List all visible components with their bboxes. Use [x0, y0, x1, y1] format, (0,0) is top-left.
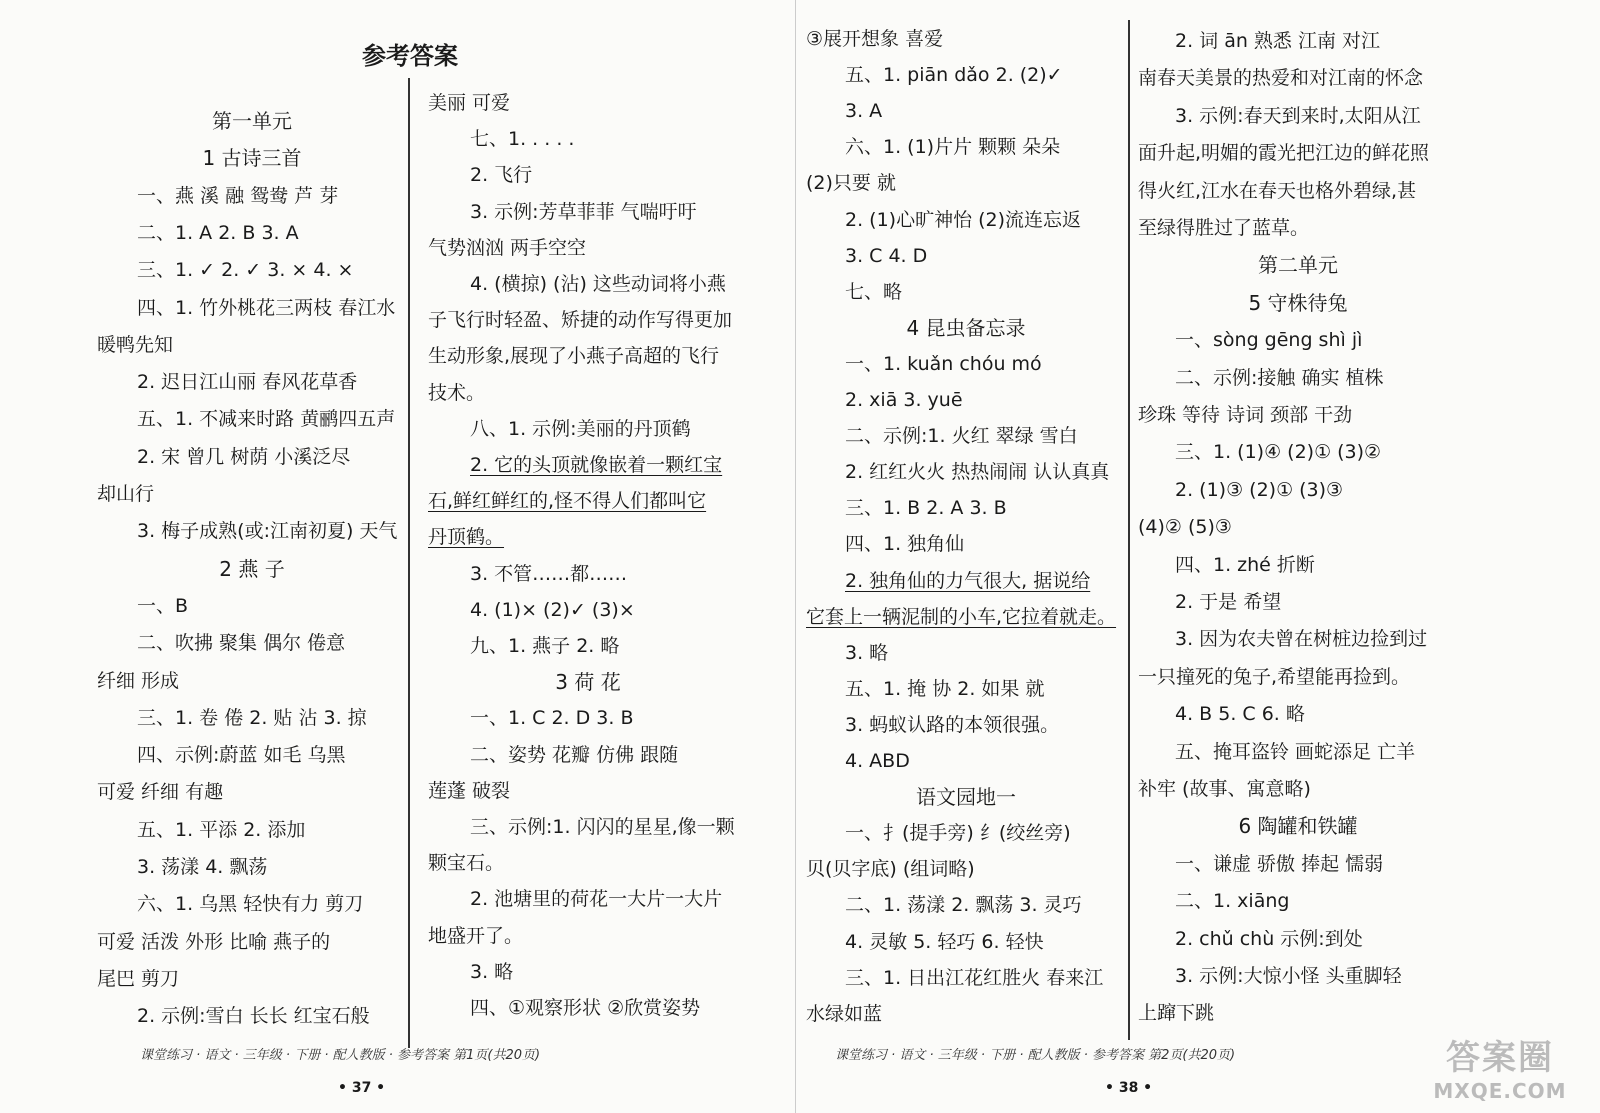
answer-line: 2. 宋 曾几 树荫 小溪泛尽	[137, 445, 351, 468]
answer-line: 3 荷 花	[555, 670, 621, 695]
answer-line: 2. (1)③ (2)① (3)③	[1175, 478, 1344, 501]
answer-line: 1 古诗三首	[202, 146, 302, 171]
answer-line: 四、1. 竹外桃花三两枝 春江水	[137, 296, 396, 319]
answer-line: 4. (1)× (2)✓ (3)×	[470, 598, 635, 621]
answer-line: 2. 独角仙的力气很大, 据说给	[845, 569, 1091, 592]
answer-line: 水绿如蓝	[806, 1002, 883, 1025]
answer-line: 四、1. 独角仙	[845, 533, 965, 556]
answer-line: 三、1. (1)④ (2)① (3)②	[1175, 441, 1382, 464]
answer-line: 七、1. . . . .	[470, 128, 575, 151]
answer-line: 3. 不管……都……	[470, 562, 628, 585]
page-footer: 课堂练习 · 语文 · 三年级 · 下册 · 配人教版 · 参考答案 第2页(共20页)	[835, 1048, 1236, 1063]
answer-line: 一、B	[137, 594, 189, 617]
answer-line: 2. chǔ chù 示例:到处	[1175, 927, 1363, 950]
answer-line: 五、1. 掩 协 2. 如果 就	[845, 677, 1045, 700]
answer-line: 2. 红红火火 热热闹闹 认认真真	[845, 461, 1110, 484]
answer-line: 语文园地一	[916, 785, 1016, 810]
answer-line: 六、1. 乌黑 轻快有力 剪刀	[137, 893, 364, 916]
answer-line: 二、1. xiāng	[1175, 890, 1290, 913]
answer-line: 可爱 纤细 有趣	[97, 781, 224, 804]
answer-line: 六、1. (1)片片 颗颗 朵朵	[845, 136, 1061, 159]
answer-line: 纤细 形成	[97, 669, 180, 692]
answer-line: 它套上一辆泥制的小车,它拉着就走。	[806, 605, 1117, 628]
answer-line: 3. 示例:芳草菲菲 气喘吁吁	[470, 200, 697, 223]
answer-line: 6 陶罐和铁罐	[1238, 814, 1358, 839]
answer-line: 2. (1)心旷神怡 (2)流连忘返	[845, 208, 1082, 231]
answer-line: 补牢 (故事、寓意略)	[1138, 778, 1311, 800]
answer-line: 5 守株待兔	[1248, 290, 1348, 315]
page-title: 参考答案	[362, 42, 458, 70]
answer-line: 二、姿势 花瓣 仿佛 跟随	[470, 743, 679, 766]
answer-line: 五、1. piān dǎo 2. (2)✓	[845, 64, 1063, 87]
answer-line: 一、谦虚 骄傲 捧起 懦弱	[1175, 852, 1384, 875]
column-divider	[1128, 20, 1130, 1040]
answer-line: 丹顶鹤。	[428, 526, 505, 549]
answer-line: 2. 它的头顶就像嵌着一颗红宝	[470, 454, 723, 476]
answer-line: 美丽 可爱	[428, 92, 511, 114]
answer-line: 二、示例:1. 火红 翠绿 雪白	[845, 425, 1078, 448]
page-gutter	[795, 0, 796, 1113]
answer-line: 五、掩耳盗铃 画蛇添足 亡羊	[1175, 740, 1416, 763]
watermark-title: 答案圈	[1446, 1038, 1554, 1078]
answer-line: 贝(贝字底) (组词略)	[806, 858, 975, 881]
answer-line: 第二单元	[1258, 253, 1338, 278]
answer-line: 3. 略	[470, 960, 514, 983]
answer-line: 2. 池塘里的荷花一大片一大片	[470, 888, 723, 911]
answer-line: 四、示例:蔚蓝 如毛 乌黑	[137, 744, 346, 767]
answer-line: 3. C 4. D	[845, 244, 928, 267]
answer-line: 3. 示例:大惊小怪 头重脚轻	[1175, 965, 1402, 987]
answer-line: 颗宝石。	[428, 852, 505, 875]
answer-line: 2. 迟日江山丽 春风花草香	[137, 371, 358, 394]
answer-line: 2 燕 子	[219, 556, 285, 581]
answer-line: 二、1. A 2. B 3. A	[137, 221, 299, 244]
answer-line: 3. 蚂蚁认路的本领很强。	[845, 713, 1060, 736]
answer-line: 3. 梅子成熟(或:江南初夏) 天气	[137, 520, 398, 543]
answer-line: 一、1. C 2. D 3. B	[470, 707, 634, 730]
answer-line: 却山行	[97, 483, 155, 505]
answer-line: 三、1. 日出江花红胜火 春来江	[845, 966, 1104, 989]
answer-line: 上蹿下跳	[1138, 1002, 1215, 1025]
answer-line: 五、1. 不减来时路 黄鹂四五声	[137, 408, 396, 431]
answer-line: 2. 于是 希望	[1175, 591, 1282, 613]
answer-line: 4. (横掠) (沾) 这些动词将小燕	[470, 273, 726, 295]
answer-line: 二、示例:接触 确实 植株	[1175, 366, 1384, 389]
answer-line: 珍珠 等待 诗词 颈部 干劲	[1138, 404, 1353, 426]
page-footer: 课堂练习 · 语文 · 三年级 · 下册 · 配人教版 · 参考答案 第1页(共20页)	[140, 1048, 541, 1063]
answer-line: 石,鲜红鲜红的,怪不得人们都叫它	[428, 490, 707, 513]
answer-line: 至绿得胜过了蓝草。	[1138, 217, 1310, 239]
watermark-logo	[1415, 1030, 1585, 1110]
answer-line: 3. 示例:春天到来时,太阳从江	[1175, 104, 1421, 127]
answer-line: 生动形象,展现了小燕子高超的飞行	[428, 345, 720, 368]
answer-line: 4. ABD	[845, 750, 910, 772]
answer-line: 3. 略	[845, 641, 889, 664]
answer-line: 四、1. zhé 折断	[1175, 553, 1315, 576]
answer-line: 面升起,明媚的霞光把江边的鲜花照	[1138, 142, 1430, 165]
page-number: • 37 •	[338, 1080, 386, 1096]
answer-line: 4. 灵敏 5. 轻巧 6. 轻快	[845, 930, 1044, 953]
answer-line: 三、1. ✓ 2. ✓ 3. × 4. ×	[137, 259, 354, 282]
answer-line: 4 昆虫备忘录	[906, 315, 1026, 340]
answer-line: (4)② (5)③	[1138, 516, 1232, 539]
answer-line: 一、燕 溪 融 鸳鸯 芦 芽	[137, 184, 339, 207]
answer-line: 八、1. 示例:美丽的丹顶鹤	[470, 417, 691, 440]
answer-line: 二、吹拂 聚集 偶尔 倦意	[137, 632, 346, 655]
answer-line: 地盛开了。	[428, 924, 524, 947]
watermark-url: MXQE.COM	[1433, 1079, 1567, 1103]
answer-line: 一、sòng gēng shì jì	[1175, 329, 1363, 352]
answer-line: 九、1. 燕子 2. 略	[470, 635, 620, 657]
answer-line: 三、1. B 2. A 3. B	[845, 497, 1007, 520]
answer-line: 可爱 活泼 外形 比喻 燕子的	[97, 930, 331, 953]
answer-line: 暖鸭先知	[97, 333, 174, 356]
answer-line: 3. 荡漾 4. 飘荡	[137, 856, 268, 878]
answer-line: 2. 示例:雪白 长长 红宝石般	[137, 1005, 370, 1028]
answer-line: 得火红,江水在春天也格外碧绿,甚	[1138, 179, 1417, 202]
answer-line: 子飞行时轻盈、矫捷的动作写得更加	[428, 309, 733, 332]
answer-line: 尾巴 剪刀	[97, 967, 180, 990]
answer-line: 七、略	[845, 280, 903, 303]
answer-line: 4. B 5. C 6. 略	[1175, 703, 1305, 726]
answer-line: 技术。	[428, 381, 486, 404]
answer-line: 三、1. 卷 倦 2. 贴 沾 3. 掠	[137, 706, 367, 729]
answer-line: 南春天美景的热爱和对江南的怀念	[1138, 67, 1424, 90]
answer-line: 气势汹汹 两手空空	[428, 236, 587, 259]
answer-line: 2. 飞行	[470, 164, 533, 187]
answer-line: 第一单元	[212, 109, 292, 133]
answer-line: 一、1. kuǎn chóu mó	[845, 352, 1042, 375]
answer-line: 2. 词 ān 熟悉 江南 对江	[1175, 30, 1381, 52]
answer-line: 二、1. 荡漾 2. 飘荡 3. 灵巧	[845, 894, 1082, 917]
answer-line: (2)只要 就	[806, 172, 896, 195]
answer-line: 3. 因为农夫曾在树桩边捡到过	[1175, 628, 1428, 651]
column-divider	[408, 78, 410, 1048]
answer-line: 一、扌(提手旁) 纟(绞丝旁)	[845, 822, 1071, 845]
answer-line: 莲蓬 破裂	[428, 779, 511, 802]
answer-line: 五、1. 平添 2. 添加	[137, 818, 306, 841]
answer-line: 3. A	[845, 100, 883, 123]
answer-line: 一只撞死的兔子,希望能再捡到。	[1138, 665, 1411, 688]
answer-line: 2. xiā 3. yuē	[845, 389, 963, 411]
answer-line: 三、示例:1. 闪闪的星星,像一颗	[470, 816, 735, 838]
page-number: • 38 •	[1105, 1080, 1153, 1096]
answer-line: ③展开想象 喜爱	[806, 28, 944, 50]
answer-line: 四、①观察形状 ②欣赏姿势	[470, 997, 701, 1019]
